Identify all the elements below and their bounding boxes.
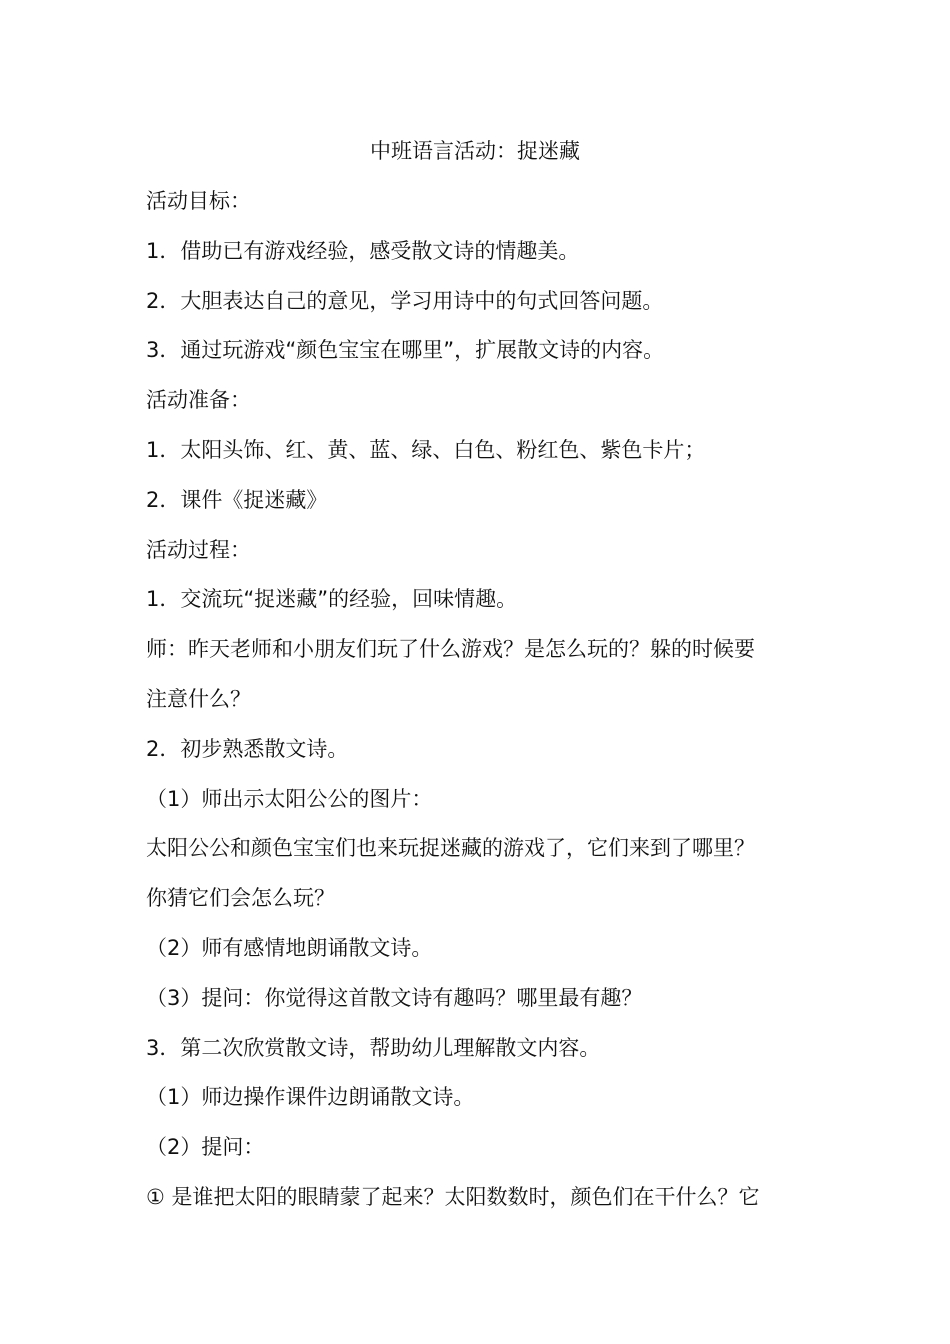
sub-step: （2）提问： (146, 1135, 265, 1160)
paragraph-line: 太阳公公和颜色宝宝们也来玩捉迷藏的游戏了，它们来到了哪里？ (146, 836, 755, 861)
sub-step: （2）师有感情地朗诵散文诗。 (146, 935, 433, 960)
goal-item-3: 3．通过玩游戏“颜色宝宝在哪里”，扩展散文诗的内容。 (146, 338, 665, 363)
document-body (146, 183, 816, 1229)
sub-step: （1）师边操作课件边朗诵散文诗。 (146, 1085, 475, 1110)
goal-item-1: 1．借助已有游戏经验，感受散文诗的情趣美。 (146, 238, 580, 263)
paragraph-line: 注意什么？ (146, 686, 251, 711)
paragraph-line: 师：昨天老师和小朋友们玩了什么游戏？是怎么玩的？躲的时候要 (146, 637, 755, 662)
paragraph-line: 你猜它们会怎么玩？ (146, 886, 335, 911)
preparation-item-1: 1．太阳头饰、红、黄、蓝、绿、白色、粉红色、紫色卡片； (146, 437, 706, 462)
preparation-item-2: 2．课件《捉迷藏》 (146, 487, 328, 512)
section-heading-goals: 活动目标： (146, 189, 251, 213)
section-heading-preparation: 活动准备： (146, 388, 251, 413)
question-item: ① 是谁把太阳的眼睛蒙了起来？太阳数数时，颜色们在干什么？它 (146, 1184, 760, 1209)
process-step-2: 2．初步熟悉散文诗。 (146, 736, 349, 761)
document-title: 中班语言活动：捉迷藏 (370, 139, 580, 163)
goal-item-2: 2．大胆表达自己的意见，学习用诗中的句式回答问题。 (146, 288, 664, 313)
section-heading-process: 活动过程： (146, 537, 251, 562)
sub-step: （3）提问：你觉得这首散文诗有趣吗？哪里最有趣？ (146, 985, 643, 1010)
process-step-3: 3．第二次欣赏散文诗，帮助幼儿理解散文内容。 (146, 1035, 601, 1060)
process-step-1: 1．交流玩“捉迷藏”的经验，回味情趣。 (146, 587, 518, 612)
sub-step: （1）师出示太阳公公的图片： (146, 786, 433, 811)
